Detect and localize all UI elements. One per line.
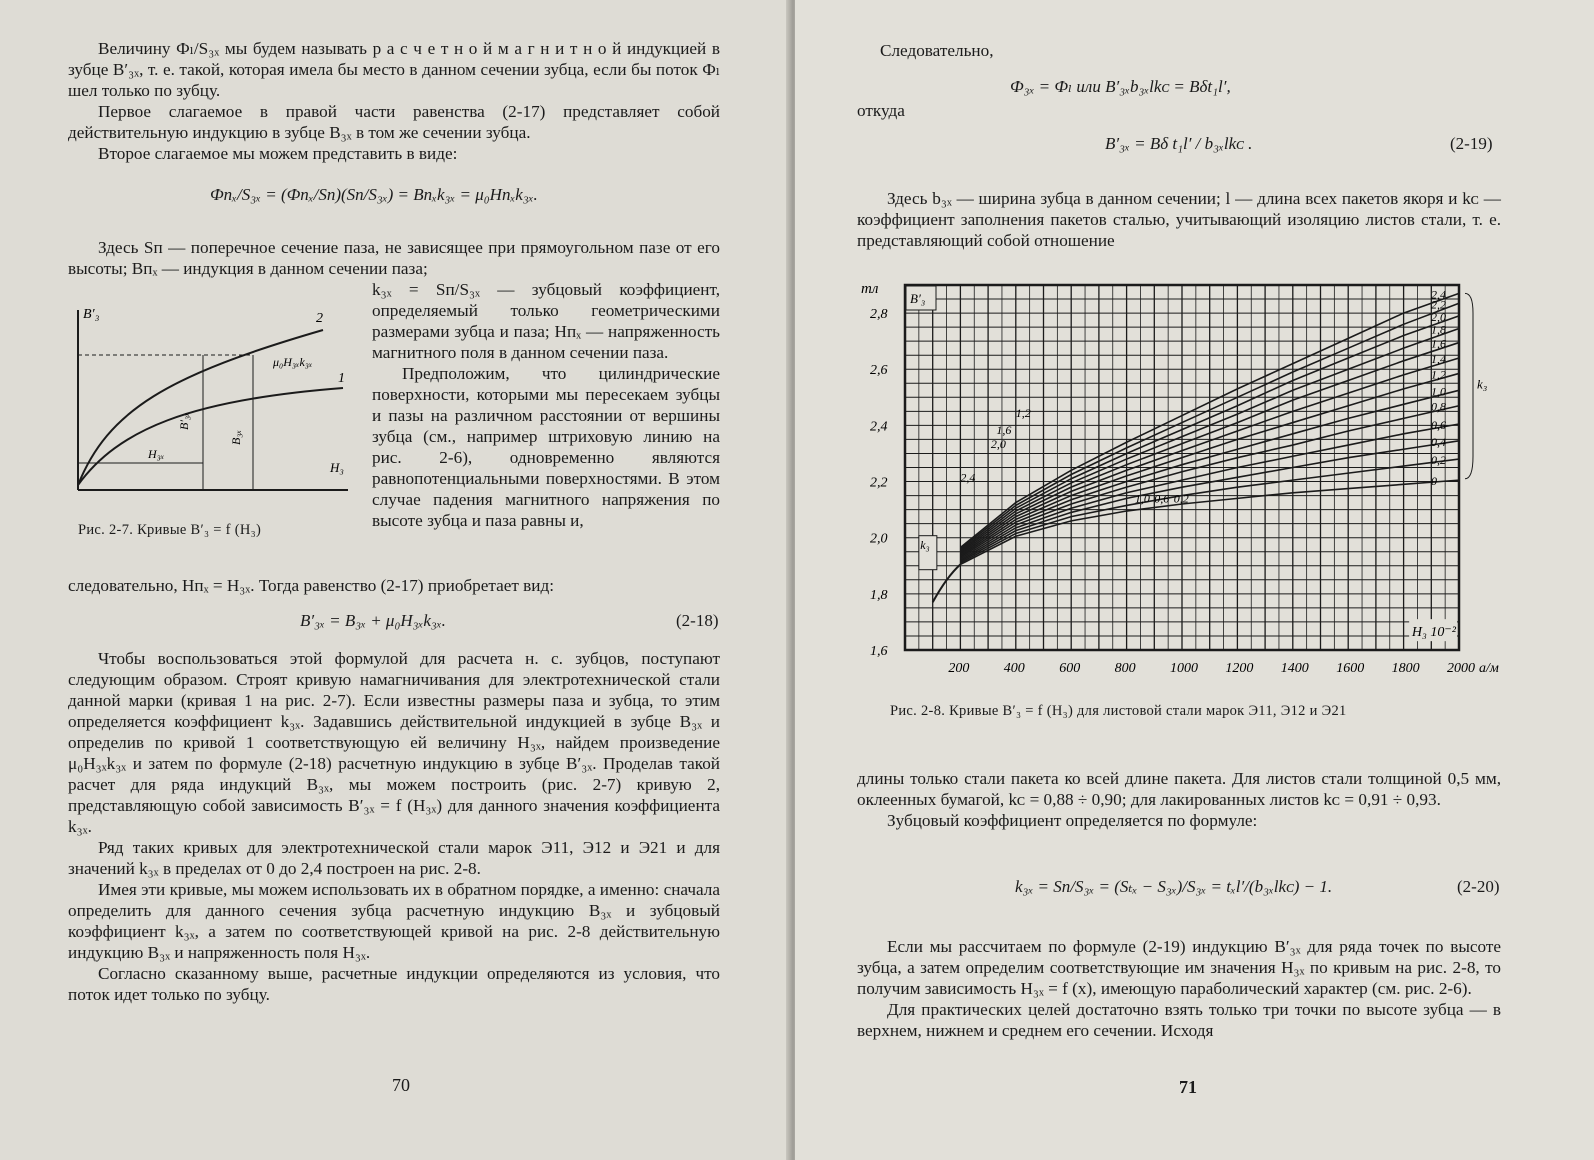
paragraph-r6 xyxy=(857,936,1501,1041)
chart-grid xyxy=(905,285,1459,650)
text-p9: Согласно сказанному выше, расчетные индукции определяются из условия, что поток идет только по зубцу. xyxy=(68,964,720,1004)
paragraph-4a xyxy=(68,237,720,279)
equation-2-20-number: (2-20) xyxy=(1457,877,1500,896)
text-p4a: Здесь Sп — поперечное сечение паза, не зависящее при прямоугольном пазе от его высоты; Bпₓ — индукция в данном сечении паза; xyxy=(68,238,720,278)
curve-bottom-label: 1,0 xyxy=(1134,491,1150,506)
page-number-left: 70 xyxy=(392,1075,410,1095)
text-r-p7: Для практических целей достаточно взять только три точки по высоте зубца — в верхнем, нижнем и среднем его сечении. Исходя xyxy=(857,1000,1501,1040)
paragraph-r3 xyxy=(857,188,1501,251)
text-r-p2: откуда xyxy=(857,101,905,120)
curve-left-label: 2,0 xyxy=(990,436,1006,451)
text-p5b: следовательно, Hпₓ = H₃ₓ. Тогда равенство (2-17) приобретает вид: xyxy=(68,576,554,595)
fig7-b3x-prime-label: B′₃ₓ xyxy=(177,412,191,430)
k-value-label: 0,2 xyxy=(1431,453,1446,468)
text-p7: Ряд таких кривых для электротехнической стали марок Э11, Э12 и Э21 и для значений k₃ₓ в пределах от 0 до 2,4 построен на рис. 2-8. xyxy=(68,838,720,878)
text-p8: Имея эти кривые, мы можем использовать их в обратном порядке, а именно: сначала определить для данного сечения зубца расчетную индукцию B₃ₓ и зубцовый коэффициент k₃ₓ, а затем по соответствующей кривой на рис. 2-8 действительную индукцию B₃ₓ и напряженность поля H₃ₓ. xyxy=(68,880,720,962)
text-r-p5: Зубцовый коэффициент определяется по формуле: xyxy=(887,811,1258,830)
text-r-p6: Если мы рассчитаем по формуле (2-19) индукцию B′₃ₓ для ряда точек по высоте зубца, а затем определим соответствующие им значения H₃ₓ по кривым на рис. 2-8, то получим зависимость H₃ₓ = f (x), имеющую параболический характер (см. рис. 2-6). xyxy=(857,937,1501,998)
k-value-label: 0,4 xyxy=(1431,434,1446,449)
fig7-curve2-label: 2 xyxy=(316,311,323,326)
fig7-xaxis-label: H₃ xyxy=(330,460,344,475)
k-value-label: 1,4 xyxy=(1431,352,1446,366)
x-tick-label: 1200 xyxy=(1225,661,1254,676)
text-p4b: k₃ₓ = Sп/S₃ₓ — зубцовый коэффициент, определяемый только геометрическими размерами зубца и паза; Hпₓ — напряженность магнитного поля в данном сечении паза. xyxy=(372,280,720,362)
x-tick-label: 400 xyxy=(1003,661,1025,676)
page-70 xyxy=(0,0,790,1160)
page-71 xyxy=(795,0,1594,1160)
curve-left-label: 2,4 xyxy=(960,470,976,485)
x-tick-label: 800 xyxy=(1114,661,1136,676)
x-tick-label: 1400 xyxy=(1280,661,1309,676)
y-axis-symbol-label: B′₃ xyxy=(910,291,926,306)
k-value-label: 2,0 xyxy=(1431,309,1446,324)
text-p5: Предположим, что цилиндрические поверхности, которыми мы пересекаем зубцы и пазы на различном расстоянии от вершины зубца (см., например штриховую линию на рис. 2-6), одновременно являются равнопотенциальными поверхностями. В этом случае падения магнитного напряжения по высоте зубца и паза равны и, xyxy=(372,364,720,530)
k-value-label: 1,6 xyxy=(1431,336,1446,351)
figure-2-8-chart xyxy=(857,275,1572,685)
k-value-label: 0 xyxy=(1431,474,1437,489)
x-unit-label: а/м xyxy=(1479,661,1499,676)
text-p2: Первое слагаемое в правой части равенства (2-17) представляет собой действительную индукцию в зубце B₃ₓ в том же сечении зубца. xyxy=(68,102,720,142)
y-tick-label: 2,8 xyxy=(870,307,888,323)
page-number-right: 71 xyxy=(1179,1077,1197,1097)
paragraph-r4 xyxy=(857,768,1501,831)
text-r-p3: Здесь b₃ₓ — ширина зубца в данном сечении; l — длина всех пакетов якоря и kᴄ — коэффициент заполнения пакетов сталью, учитывающий изоляцию листов стали, т. е. представляющий собой отношение xyxy=(857,189,1501,250)
k-bracket xyxy=(1465,293,1473,478)
paragraph-1 xyxy=(68,38,720,164)
y-tick-label: 2,6 xyxy=(870,363,888,379)
equation-2-18-number: (2-18) xyxy=(676,611,719,630)
y-tick-label: 2,2 xyxy=(870,475,888,491)
k-left-label: k₃ xyxy=(920,537,930,552)
equation-left-1-text: Фпₓ/S₃ₓ = (Фпₓ/Sп)(Sп/S₃ₓ) = Bпₓk₃ₓ = μ₀Hпₓk₃ₓ. xyxy=(210,185,538,204)
x-tick-label: 1000 xyxy=(1170,661,1198,676)
equation-left-1 xyxy=(210,185,538,205)
equation-2-19: B′₃ₓ = Bδ t₁l′ / b₃ₓlkᴄ . xyxy=(1105,134,1253,153)
text-r-p1: Следовательно, xyxy=(880,41,994,60)
fig7-h3x-label: H₃ₓ xyxy=(148,447,165,461)
x-tick-label: 2000 xyxy=(1447,661,1475,676)
text-p3: Второе слагаемое мы можем представить в виде: xyxy=(98,144,458,163)
k-value-label: 0,8 xyxy=(1431,399,1446,414)
text-p6: Чтобы воспользоваться этой формулой для расчета н. с. зубцов, поступают следующим образом. Строят кривую намагничивания для электротехнической стали данной марки (кривая 1 на рис. 2-7). Если известны размеры паза и зубца, то этим определяется коэффициент k₃ₓ. Задавшись действительной индукцией в зубце B₃ₓ и определив по кривой 1 соответствующую ей величину H₃ₓ, найдем произведение μ₀H₃ₓk₃ₓ и затем по формуле (2-18) расчетную индукцию в зубце B′₃ₓ. Проделав такой расчет для ряда индукций B₃ₓ, мы можем построить (рис. 2-7) кривую 2, представляющую собой зависимость B′₃ₓ = f (H₃ₓ) для данного значения коэффициента k₃ₓ. xyxy=(68,649,720,836)
curve-bottom-label: 0,2 xyxy=(1173,491,1189,506)
x-tick-label: 1800 xyxy=(1391,661,1420,676)
fig7-curve1-label: 1 xyxy=(338,371,345,386)
paragraph-main-left xyxy=(68,648,720,1005)
x-tick-label: 1600 xyxy=(1336,661,1365,676)
k-family-label: k₃ xyxy=(1477,376,1488,392)
k-value-label: 1,2 xyxy=(1431,367,1446,382)
text-r-p4: длины только стали пакета ко всей длине пакета. Для листов стали толщиной 0,5 мм, оклеенных бумагой, kᴄ = 0,88 ÷ 0,90; для лакированных листов kᴄ = 0,91 ÷ 0,93. xyxy=(857,769,1501,809)
x-axis-label: H₃ 10⁻² xyxy=(1411,625,1456,641)
figure-2-7 xyxy=(68,300,368,500)
paragraph-4b xyxy=(372,279,720,531)
equation-2-19-number: (2-19) xyxy=(1450,134,1493,153)
curve-left-label: 1,2 xyxy=(1015,405,1031,420)
y-axis-unit-label: тл xyxy=(861,281,879,297)
y-tick-label: 2,4 xyxy=(870,419,888,435)
equation-right-1: Ф₃ₓ = Фₗ или B′₃ₓb₃ₓlkᴄ = Bδt₁l′, xyxy=(1010,77,1231,96)
curve-left-label: 1,6 xyxy=(996,422,1012,437)
x-tick-label: 200 xyxy=(948,661,970,676)
fig7-mu-label: μ₀H₃ₓk₃ₓ xyxy=(273,355,313,369)
figure-2-7-caption: Рис. 2-7. Кривые B′₃ = f (H₃) xyxy=(78,522,262,538)
k-value-label: 1,0 xyxy=(1431,384,1446,399)
equation-2-18: B′₃ₓ = B₃ₓ + μ₀H₃ₓk₃ₓ. xyxy=(300,611,446,630)
paragraph-5b xyxy=(68,575,720,596)
equation-2-20: k₃ₓ = Sп/S₃ₓ = (Sₜₓ − S₃ₓ)/S₃ₓ = tₓl′/(b₃ₓlkᴄ) − 1. xyxy=(1015,877,1333,896)
fig7-yaxis-label: B′₃ xyxy=(83,307,100,322)
y-tick-label: 2,0 xyxy=(870,531,888,547)
figure-2-8-caption: Рис. 2-8. Кривые B′₃ = f (H₃) для листовой стали марок Э11, Э12 и Э21 xyxy=(890,703,1347,719)
k-value-label: 2,2 xyxy=(1431,297,1446,312)
k-value-label: 2,4 xyxy=(1431,287,1446,302)
curve-bottom-label: 0,6 xyxy=(1154,491,1170,506)
y-tick-label: 1,8 xyxy=(870,587,888,603)
y-tick-label: 1,6 xyxy=(870,644,888,659)
text-p1: Величину Фₗ/S₃ₓ мы будем называть р а с ч е т н о й м а г н и т н о й индукцией в зубце B′₃ₓ, т. е. такой, которая имела бы место в данном сечении зубца, если бы поток Фₗ шел только по зубцу. xyxy=(68,39,720,100)
k-value-label: 1,8 xyxy=(1431,322,1446,337)
x-tick-label: 600 xyxy=(1059,661,1081,676)
k-value-label: 0,6 xyxy=(1431,417,1446,432)
fig7-b3x-label: B₃ₓ xyxy=(229,430,243,445)
